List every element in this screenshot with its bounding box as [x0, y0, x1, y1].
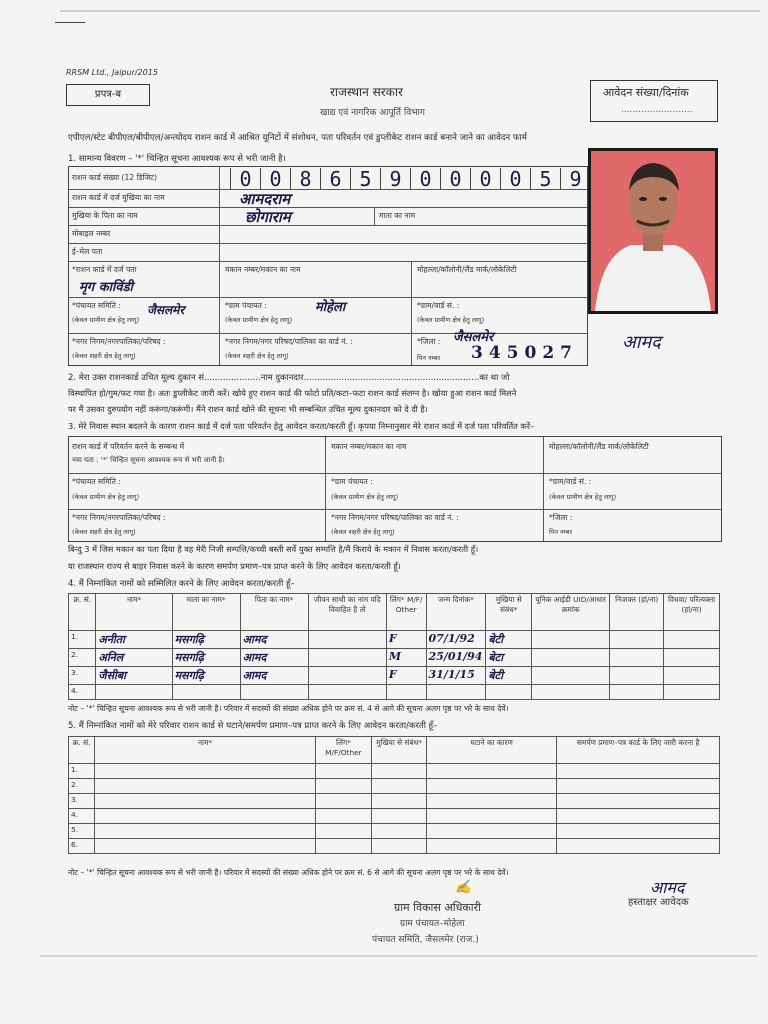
ration-card-digit[interactable]: 0 [500, 168, 530, 190]
section4-note: नोट – '*' चिन्हित सूचना आवश्यक रूप से भरी जानी है। परिवार में सदस्यों की संख्या अधिक होने पर क्रम सं. 4 से आगे की सूचना अलग पृष्ठ पर भरे के साथ देवें। [68, 704, 509, 713]
remove-row-number: 2. [69, 779, 95, 794]
ration-card-digit[interactable]: 0 [230, 168, 260, 190]
remove-cell[interactable] [315, 809, 371, 824]
add-cell-name[interactable]: अनिल [96, 649, 172, 667]
ownership-line: बिन्दु 3 में जिस मकान का पता दिया है वह मेरी निजी सम्पत्ति/कच्ची बस्ती सर्वे युक्त सम्पत्ति है/मैं किराये के मकान में निवास करता/करती हूँ। [68, 544, 479, 554]
nagar-ward-label: *नगर निगम/नगर परिषद/पालिका का वार्ड नं. : [225, 337, 353, 346]
ration-card-digit[interactable]: 5 [350, 168, 380, 190]
new-urban-note-2: (केवल शहरी क्षेत्र हेतु लागू) [331, 528, 395, 536]
remove-cell[interactable] [427, 764, 557, 779]
government-title: राजस्थान सरकार [330, 85, 403, 99]
email-label: ई–मेल पता [72, 247, 103, 256]
remove-row-number: 4. [69, 809, 95, 824]
remove-cell[interactable] [95, 764, 316, 779]
father-name-value[interactable]: छोगाराम [245, 208, 291, 226]
add-cell-empty[interactable] [610, 631, 664, 649]
new-rural-note-3: (केवल ग्रामीण क्षेत्र हेतु लागू) [549, 493, 617, 501]
remove-cell[interactable] [315, 839, 371, 854]
add-cell-dob[interactable]: 07/1/92 [426, 631, 486, 649]
add-cell-rel[interactable]: बेटा [486, 649, 532, 667]
address-label: *राशन कार्ड में दर्ज पता [72, 265, 137, 274]
add-cell-empty[interactable] [308, 631, 386, 649]
add-cell-n: 4. [69, 685, 96, 700]
officer-line2: ग्राम पंचायत–मोहेला [400, 919, 465, 929]
remove-cell[interactable] [95, 839, 316, 854]
remove-cell[interactable] [557, 839, 720, 854]
applicant-signature-label: हस्ताक्षर आवेदक [628, 897, 689, 908]
remove-row-number: 3. [69, 794, 95, 809]
add-cell-father[interactable] [240, 685, 308, 700]
remove-cell[interactable] [315, 824, 371, 839]
ration-card-digit[interactable]: 6 [320, 168, 350, 190]
top-mark [55, 22, 85, 23]
add-table-header: मुखिया से संबंध* [486, 594, 532, 631]
remove-cell[interactable] [315, 764, 371, 779]
section2-line2: विस्थापित हो/गुम/फट गया है। अतः डुप्लीकेट जारी करें। खोये हुए राशन कार्ड की फोटो प्रति/कटा–फटा राशन कार्ड संलग्न है। खोया हुआ राशन कार्ड मिलने [68, 388, 517, 398]
form-title: एपीएल/स्टेट बीपीएल/बीपीएल/अन्त्योदय राशन कार्ड में आश्रित यूनिटों में संशोधन, पता परिवर्तन एवं डुप्लीकेट राशन कार्ड बनाने जाने का आवेदन फार्म [68, 133, 527, 143]
add-cell-mother[interactable]: मसगढ़ि [172, 631, 240, 649]
officer-line3: पंचायत समिति, जैसलमेर (राज.) [372, 935, 479, 945]
remove-cell[interactable] [371, 824, 426, 839]
section2-line3: पर मैं उसका दुरुपयोग नहीं करूंगा/करूंगी। मैंने राशन कार्ड खोने की सूचना भी सम्बन्धित उचित मूल्य दुकानदार को दे दी है। [68, 404, 428, 414]
remove-table-row [69, 779, 720, 794]
remove-cell[interactable] [427, 779, 557, 794]
new-rural-note-2: (केवल ग्रामीण क्षेत्र हेतु लागू) [331, 493, 399, 501]
remove-cell[interactable] [557, 824, 720, 839]
section5-note: नोट – '*' चिन्हित सूचना आवश्यक रूप से भरी जानी है। परिवार में सदस्यों की संख्या अधिक होने पर क्रम सं. 6 से आगे की सूचना अलग पृष्ठ पर भरे के साथ देवें। [68, 868, 509, 877]
head-name-value[interactable]: आमदराम [239, 190, 291, 208]
remove-cell[interactable] [371, 809, 426, 824]
add-cell-name[interactable] [96, 685, 172, 700]
ration-card-digit[interactable]: 0 [440, 168, 470, 190]
remove-cell[interactable] [557, 764, 720, 779]
ration-card-digit[interactable]: 8 [290, 168, 320, 190]
add-table-row [69, 649, 720, 667]
add-cell-n: 1. [69, 631, 96, 649]
add-cell-empty[interactable] [532, 649, 610, 667]
add-cell-dob[interactable]: 25/01/94 [426, 649, 486, 667]
margin-signature: आमद [622, 332, 661, 353]
remove-cell[interactable] [557, 809, 720, 824]
add-cell-empty[interactable] [532, 667, 610, 685]
add-cell-empty[interactable] [664, 667, 720, 685]
org-label: RRSM Ltd., Jaipur/2015 [66, 68, 158, 77]
remove-cell[interactable] [371, 794, 426, 809]
add-table-header: नाम* [96, 594, 172, 631]
applicant-photo [588, 148, 718, 314]
add-table-header: माता का नाम* [172, 594, 240, 631]
new-house-label: मकान नम्बर/मकान का नाम [331, 442, 407, 451]
application-number-box[interactable] [590, 80, 718, 122]
section2-line1: 2. मेरा उक्त राशनकार्ड उचित मूल्य दुकान सं.....................नाम दुकानदार.................................................................का था जो [68, 373, 510, 383]
add-cell-name[interactable]: जैसीबा [96, 667, 172, 685]
father-name-label: मुखिया के पिता का नाम [72, 211, 138, 220]
new-address-label-2: नया पता : '*' चिन्हित सूचना आवश्यक रूप से भरी जानी है। [72, 456, 225, 464]
ration-card-digit[interactable]: 0 [410, 168, 440, 190]
top-border [60, 10, 760, 12]
house-label: मकान नम्बर/मकान का नाम [225, 265, 301, 274]
remove-table-header: समर्पण प्रमाण–पत्र कार्ड के लिए जारी करना है [557, 737, 720, 764]
add-cell-empty[interactable] [308, 649, 386, 667]
add-cell-father[interactable]: आमद [240, 631, 308, 649]
remove-cell[interactable] [371, 839, 426, 854]
add-cell-empty[interactable] [664, 649, 720, 667]
remove-table-header: क्र. सं. [69, 737, 95, 764]
locality-label: मोहल्ला/कॉलोनी/लैंड मार्क/लोकेलिटी [417, 265, 517, 274]
add-table-row [69, 631, 720, 649]
remove-cell[interactable] [315, 794, 371, 809]
remove-table-row [69, 809, 720, 824]
nagar-label: *नगर निगम/नगरपालिका/परिषद : [72, 337, 166, 346]
pin-label: पिन नम्बर [417, 354, 441, 362]
add-cell-mother[interactable]: मसगढ़ि [172, 667, 240, 685]
new-pin-label: पिन नम्बर [549, 528, 573, 536]
add-table-header: जीवन साथी का नाम यदि विवाहित है तो [308, 594, 386, 631]
remove-cell[interactable] [371, 779, 426, 794]
remove-row-number: 1. [69, 764, 95, 779]
ration-card-digit[interactable]: 0 [260, 168, 290, 190]
address-value[interactable]: मृग काविंडी [79, 280, 133, 295]
rural-note-2: (केवल ग्रामीण क्षेत्र हेतु लागू) [225, 316, 293, 324]
add-cell-gender[interactable]: F [386, 667, 426, 685]
add-table-header: विधवा/ परित्यक्ता (हां/ना) [664, 594, 720, 631]
add-cell-mother[interactable] [172, 685, 240, 700]
add-members-table [68, 593, 720, 700]
add-cell-gender[interactable]: M [386, 649, 426, 667]
department-title: खाद्य एवं नागरिक आपूर्ति विभाग [320, 108, 425, 118]
new-nagar-label: *नगर निगम/नगरपालिका/परिषद : [72, 513, 166, 522]
remove-cell[interactable] [427, 824, 557, 839]
add-cell-empty[interactable] [308, 685, 386, 700]
outside-state-line: या राजस्थान राज्य से बाहर निवास करने के कारण समर्पण प्रमाण–पत्र प्राप्त करने के लिए आवेदन करता/करती हूँ। [68, 561, 401, 571]
remove-table-header: मुखिया से संबंध* [371, 737, 426, 764]
add-table-header: क्र. सं. [69, 594, 96, 631]
add-cell-dob[interactable]: 31/1/15 [426, 667, 486, 685]
applicant-signature: आमद [650, 878, 685, 897]
add-cell-empty[interactable] [610, 667, 664, 685]
remove-cell[interactable] [557, 779, 720, 794]
panchayat-samiti-value[interactable]: जैसलमेर [147, 303, 185, 317]
district-label: *जिला : [417, 337, 441, 346]
remove-table-header: नाम* [95, 737, 316, 764]
rural-note: (केवल ग्रामीण क्षेत्र हेतु लागू) [72, 316, 140, 324]
head-name-label: राशन कार्ड में दर्ज मुखिया का नाम [72, 193, 165, 202]
add-table-row [69, 685, 720, 700]
add-cell-mother[interactable]: मसगढ़ि [172, 649, 240, 667]
section1-box [68, 166, 588, 366]
section5-heading: 5. मैं निम्नांकित नामों को मेरे परिवार राशन कार्ड से घटाने/समर्पण प्रमाण–पत्र प्राप्त करने के लिए आवेदन करता/करती हूँ– [68, 721, 438, 731]
new-urban-note: (केवल शहरी क्षेत्र हेतु लागू) [72, 528, 136, 536]
remove-table-row [69, 839, 720, 854]
application-value: ......................... [621, 105, 693, 115]
add-table-header: जन्म दिनांक* [426, 594, 486, 631]
add-table-header: निःशक्त (हां/ना) [610, 594, 664, 631]
add-cell-gender[interactable] [386, 685, 426, 700]
add-cell-n: 3. [69, 667, 96, 685]
ration-card-digit[interactable]: 0 [470, 168, 500, 190]
form-number: प्रपत्र-ब [66, 84, 150, 106]
remove-cell[interactable] [427, 794, 557, 809]
ration-card-digit[interactable]: 9 [560, 168, 590, 190]
new-rural-note: (केवल ग्रामीण क्षेत्र हेतु लागू) [72, 493, 140, 501]
add-cell-father[interactable]: आमद [240, 649, 308, 667]
new-panchayat-samiti-label: *पंचायत समिति : [72, 477, 121, 486]
section4-heading: 4. मैं निम्नांकित नामों को सम्मिलित करने के लिए आवेदन करता/करती हूँ– [68, 579, 295, 589]
new-nagar-ward-label: *नगर निगम/नगर परिषद/पालिका का वार्ड नं. : [331, 513, 459, 522]
add-cell-father[interactable]: आमद [240, 667, 308, 685]
remove-cell[interactable] [95, 794, 316, 809]
remove-cell[interactable] [315, 779, 371, 794]
remove-table-row [69, 794, 720, 809]
application-label: आवेदन संख्या/दिनांक [603, 86, 689, 99]
new-district-label: *जिला : [549, 513, 573, 522]
remove-cell[interactable] [427, 809, 557, 824]
remove-cell[interactable] [371, 764, 426, 779]
add-table-header: लिंग* M/F/ Other [386, 594, 426, 631]
urban-note-2: (केवल शहरी क्षेत्र हेतु लागू) [225, 352, 289, 360]
add-cell-empty[interactable] [610, 685, 664, 700]
remove-cell[interactable] [95, 809, 316, 824]
new-locality-label: मोहल्ला/कॉलोनी/लैंड मार्क/लोकेलिटी [549, 442, 649, 451]
urban-note: (केवल शहरी क्षेत्र हेतु लागू) [72, 352, 136, 360]
remove-cell[interactable] [427, 839, 557, 854]
add-cell-empty[interactable] [664, 685, 720, 700]
pin-value[interactable]: 345027 [471, 343, 578, 363]
gram-panchayat-label: *ग्राम पंचायत : [225, 301, 267, 310]
add-cell-rel[interactable] [486, 685, 532, 700]
add-cell-empty[interactable] [532, 631, 610, 649]
section1-heading: 1. सामान्य विवरण – '*' चिन्हित सूचना आवश्यक रूप से भरी जानी है। [68, 154, 286, 164]
remove-cell[interactable] [95, 779, 316, 794]
remove-cell[interactable] [557, 794, 720, 809]
mobile-label: मोबाइल नम्बर [72, 229, 111, 238]
add-cell-gender[interactable]: F [386, 631, 426, 649]
add-cell-dob[interactable] [426, 685, 486, 700]
add-cell-rel[interactable]: बेटी [486, 667, 532, 685]
remove-members-table [68, 736, 720, 854]
remove-table-row [69, 824, 720, 839]
panchayat-samiti-label: *पंचायत समिति : [72, 301, 121, 310]
add-cell-empty[interactable] [610, 649, 664, 667]
add-table-header: यूनिक आईडी UID/आधार क्रमांक [532, 594, 610, 631]
add-cell-name[interactable]: अनीता [96, 631, 172, 649]
ration-card-digit[interactable]: 5 [530, 168, 560, 190]
village-ward-label: *ग्राम/वार्ड सं. : [417, 301, 460, 310]
add-table-row [69, 667, 720, 685]
remove-table-header: लिंग* M/F/Other [315, 737, 371, 764]
district-value[interactable]: जैसलमेर [453, 330, 494, 345]
gram-panchayat-value[interactable]: मोहेला [315, 300, 346, 315]
add-table-header: पिता का नाम* [240, 594, 308, 631]
officer-signature-scribble: ✍ [455, 880, 472, 895]
section3-heading: 3. मेरे निवास स्थान बदलने के कारण राशन कार्ड में दर्ज पता परिवर्तन हेतु आवेदन करता/करती हूँ। कृपया निम्नानुसार मेरे राशन कार्ड में दर्ज पता परिवर्तित करें– [68, 421, 535, 431]
rural-note-3: (केवल ग्रामीण क्षेत्र हेतु लागू) [417, 316, 485, 324]
officer-title: ग्राम विकास अधिकारी [394, 901, 481, 914]
add-cell-n: 2. [69, 649, 96, 667]
add-cell-rel[interactable]: बेटी [486, 631, 532, 649]
remove-cell[interactable] [95, 824, 316, 839]
add-cell-empty[interactable] [532, 685, 610, 700]
remove-table-row [69, 764, 720, 779]
ration-card-number-digits[interactable] [230, 168, 590, 190]
add-cell-empty[interactable] [664, 631, 720, 649]
remove-table-header: घटाने का कारण [427, 737, 557, 764]
bottom-rule [40, 955, 758, 957]
ration-card-digit[interactable]: 9 [380, 168, 410, 190]
mother-name-label: माता का नाम [379, 211, 416, 220]
remove-row-number: 6. [69, 839, 95, 854]
remove-row-number: 5. [69, 824, 95, 839]
new-gram-panchayat-label: *ग्राम पंचायत : [331, 477, 373, 486]
new-village-ward-label: *ग्राम/वार्ड सं. : [549, 477, 592, 486]
new-address-label: राशन कार्ड में परिवर्तन करने के सम्बन्ध में [72, 442, 185, 451]
ration-card-label: राशन कार्ड संख्या (12 डिजिट) [72, 173, 157, 182]
section3-box [68, 436, 722, 542]
add-cell-empty[interactable] [308, 667, 386, 685]
